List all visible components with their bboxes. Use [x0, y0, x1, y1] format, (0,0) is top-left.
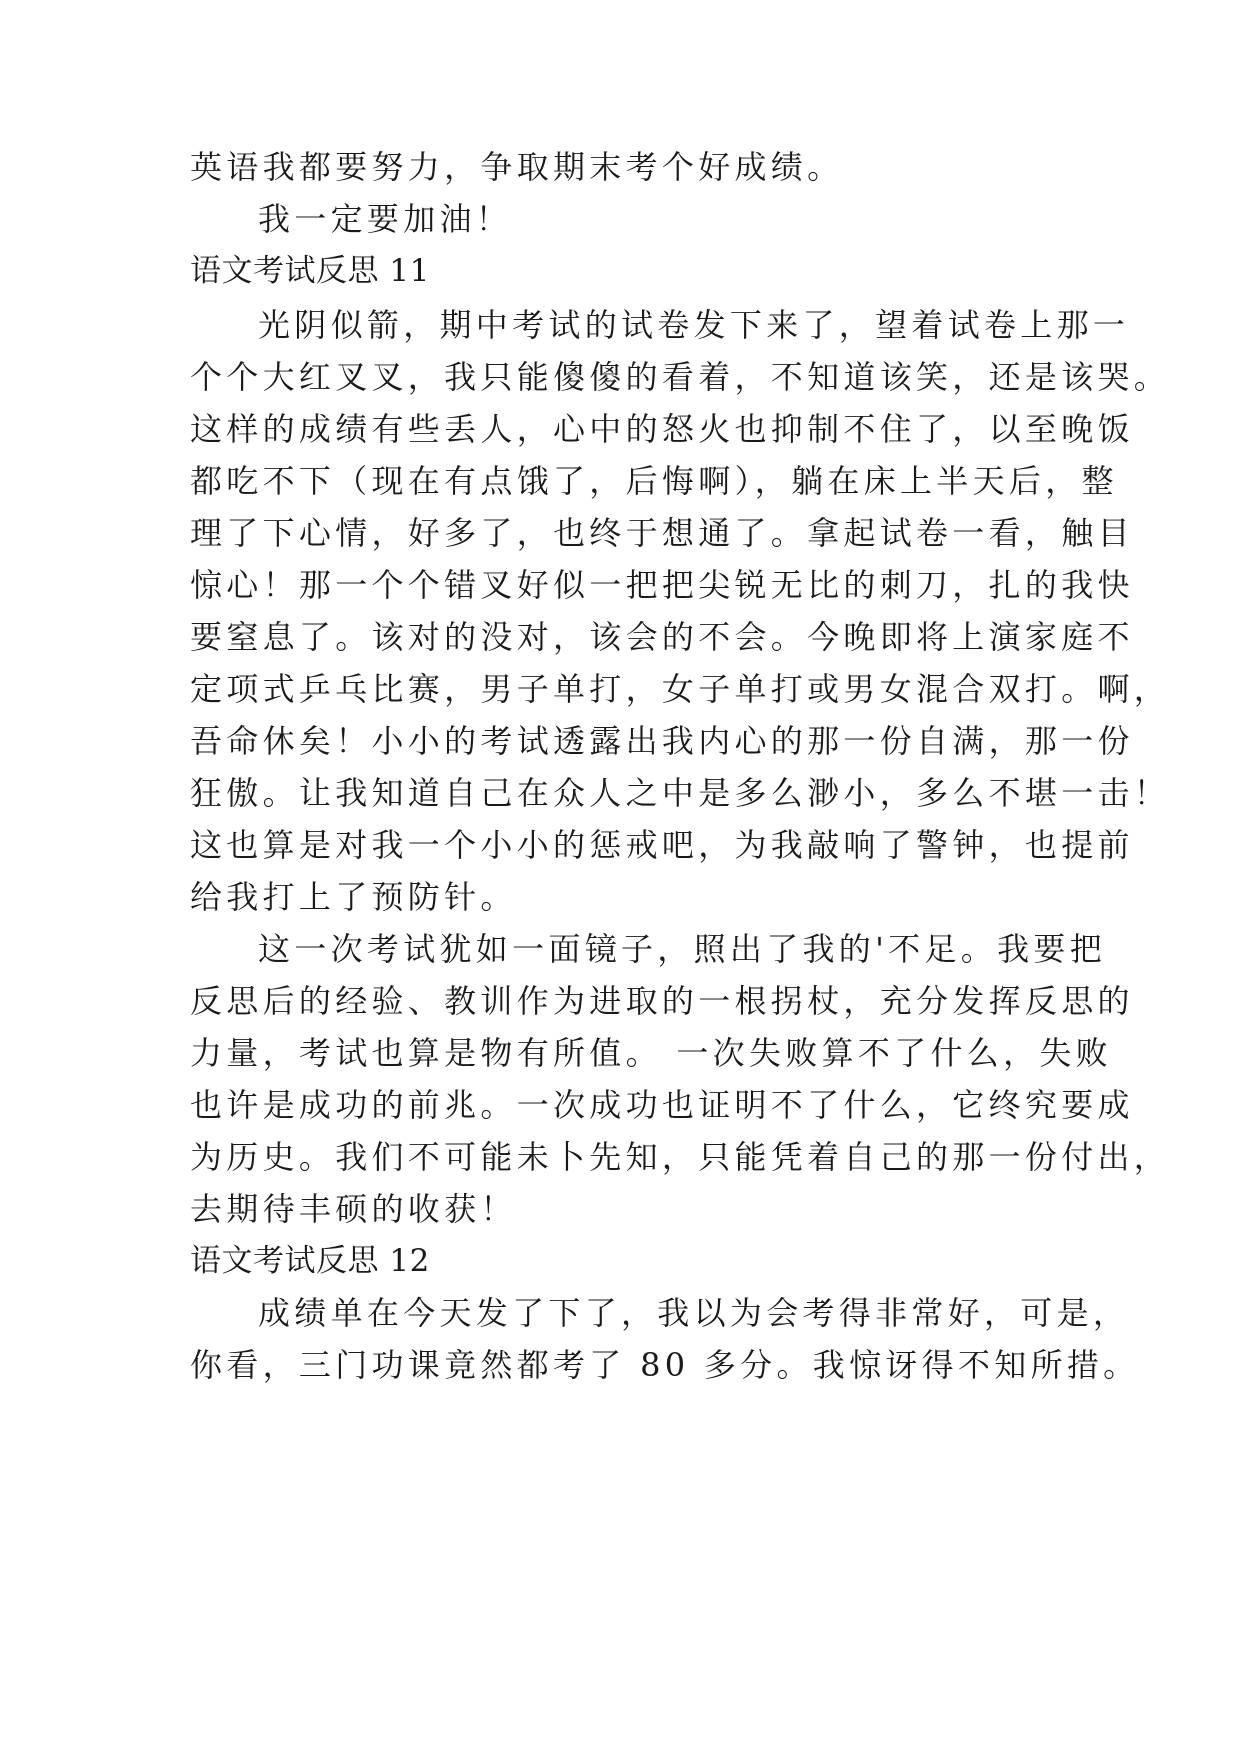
text-line: 你看，三门功课竟然都考了 80 多分。我惊讶得不知所措。 — [190, 1346, 1140, 1384]
text-line: 狂傲。让我知道自己在众人之中是多么渺小，多么不堪一击！ — [190, 774, 1171, 812]
text-line: 这样的成绩有些丢人，心中的怒火也抑制不住了，以至晚饭 — [190, 410, 1134, 448]
text-line: 我一定要加油！ — [258, 200, 513, 238]
text-line: 这一次考试犹如一面镜子，照出了我的'不足。我要把 — [258, 930, 1106, 968]
text-line: 个个大红叉叉，我只能傻傻的看着，不知道该笑，还是该哭。 — [190, 358, 1171, 396]
text-line: 为历史。我们不可能未卜先知，只能凭着自己的那一份付出， — [190, 1138, 1171, 1176]
text-line: 英语我都要努力，争取期末考个好成绩。 — [190, 148, 844, 186]
text-line: 惊心！那一个个错叉好似一把把尖锐无比的刺刀，扎的我快 — [190, 566, 1134, 604]
text-line: 都吃不下（现在有点饿了，后悔啊），躺在床上半天后，整 — [190, 462, 1118, 500]
text-line: 成绩单在今天发了下了，我以为会考得非常好，可是， — [258, 1294, 1130, 1332]
text-line: 理了下心情，好多了，也终于想通了。拿起试卷一看，触目 — [190, 514, 1134, 552]
section-heading: 语文考试反思 11 — [190, 253, 430, 289]
text-line: 光阴似箭，期中考试的试卷发下来了，望着试卷上那一 — [258, 306, 1130, 344]
text-line: 这也算是对我一个小小的惩戒吧，为我敲响了警钟，也提前 — [190, 826, 1134, 864]
text-line: 也许是成功的前兆。一次成功也证明不了什么，它终究要成 — [190, 1086, 1134, 1124]
text-line: 去期待丰硕的收获！ — [190, 1190, 517, 1228]
text-line: 吾命休矣！小小的考试透露出我内心的那一份自满，那一份 — [190, 722, 1134, 760]
text-line: 要窒息了。该对的没对，该会的不会。今晚即将上演家庭不 — [190, 618, 1134, 656]
text-line: 反思后的经验、教训作为进取的一根拐杖，充分发挥反思的 — [190, 982, 1134, 1020]
text-line: 力量，考试也算是物有所值。 一次失败算不了什么，失败 — [190, 1034, 1112, 1072]
text-line: 定项式乒乓比赛，男子单打，女子单打或男女混合双打。啊， — [190, 670, 1171, 708]
text-line: 给我打上了预防针。 — [190, 878, 517, 916]
section-heading: 语文考试反思 12 — [190, 1243, 430, 1279]
